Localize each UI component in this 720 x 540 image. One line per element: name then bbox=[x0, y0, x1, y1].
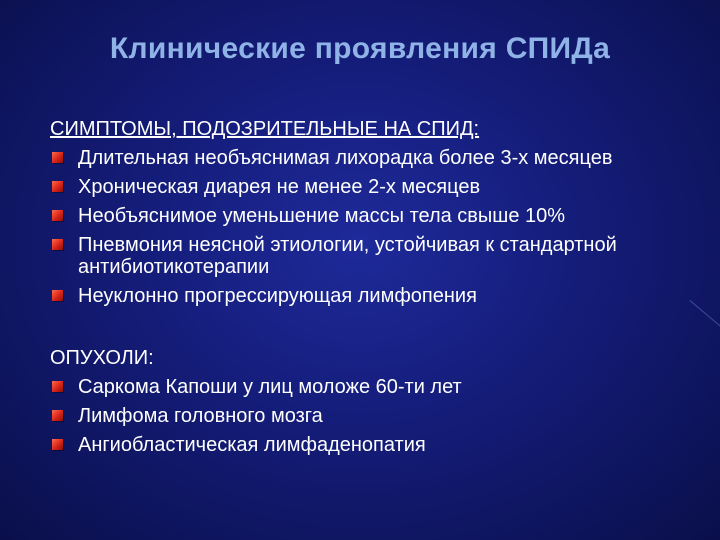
list-item-text: Саркома Капоши у лиц моложе 60-ти лет bbox=[78, 376, 462, 398]
square-bullet-icon bbox=[52, 410, 63, 421]
section-spacer bbox=[50, 307, 700, 347]
list-item bbox=[50, 234, 700, 278]
list-item-text: Пневмония неясной этиологии, устойчивая к стандартной антибиотикотерапии bbox=[78, 234, 617, 278]
slide-title: Клинические проявления СПИДа bbox=[109, 32, 611, 65]
square-bullet-icon bbox=[52, 152, 63, 163]
square-bullet-icon bbox=[52, 381, 63, 392]
slide-body bbox=[50, 118, 700, 456]
list-item-text: Неуклонно прогрессирующая лимфопения bbox=[78, 285, 477, 307]
list-item-text: Ангиобластическая лимфаденопатия bbox=[78, 434, 426, 456]
list-item bbox=[50, 285, 700, 307]
list-item bbox=[50, 376, 700, 398]
square-bullet-icon bbox=[52, 210, 63, 221]
list-item bbox=[50, 176, 700, 198]
square-bullet-icon bbox=[52, 290, 63, 301]
list-item-text: Хроническая диарея не менее 2-х месяцев bbox=[78, 176, 481, 198]
list-item bbox=[50, 205, 700, 227]
section-heading-symptoms: СИМПТОМЫ, ПОДОЗРИТЕЛЬНЫЕ НА СПИД: bbox=[50, 118, 480, 140]
list-item-text: Лимфома головного мозга bbox=[78, 405, 323, 427]
tumors-list bbox=[50, 376, 700, 456]
square-bullet-icon bbox=[52, 181, 63, 192]
list-item bbox=[50, 147, 700, 169]
square-bullet-icon bbox=[52, 239, 63, 250]
list-item-text: Длительная необъяснимая лихорадка более 3-х месяцев bbox=[78, 147, 613, 169]
square-bullet-icon bbox=[52, 439, 63, 450]
section-heading-tumors: ОПУХОЛИ: bbox=[50, 347, 154, 369]
list-item-text: Необъяснимое уменьшение массы тела свыше 10% bbox=[78, 205, 566, 227]
list-item bbox=[50, 405, 700, 427]
symptoms-list bbox=[50, 147, 700, 307]
list-item bbox=[50, 434, 700, 456]
